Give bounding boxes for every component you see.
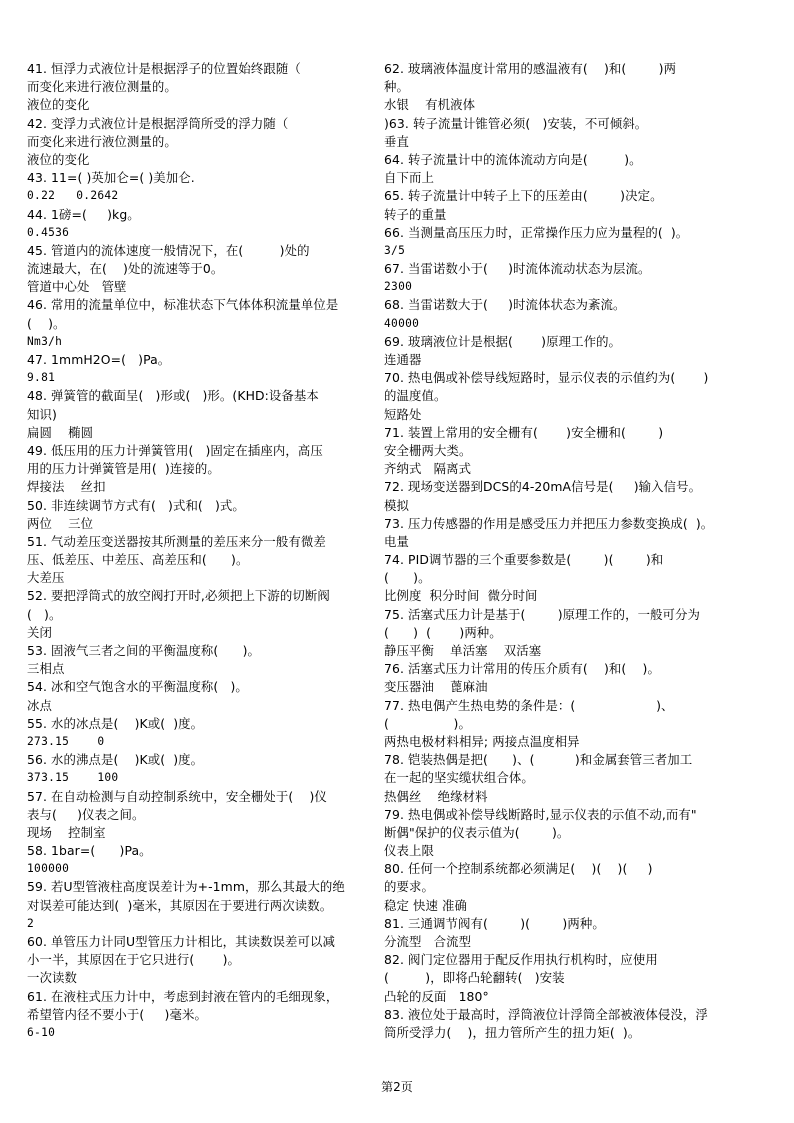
answer-line: 模拟 xyxy=(384,497,409,513)
left-column xyxy=(27,60,385,1042)
question-line: 在一起的坚实缆状组合体。 xyxy=(384,770,534,786)
question-line: 70. 热电偶或补偿导线短路时，显示仪表的示值约为( ) xyxy=(384,370,709,386)
answer-line: 自下而上 xyxy=(384,170,434,186)
answer-line: 液位的变化 xyxy=(27,151,90,167)
question-line: 57. 在自动检测与自动控制系统中，安全栅处于( )仪 xyxy=(27,788,327,804)
question-line: 56. 水的沸点是( )K或( )度。 xyxy=(27,752,204,768)
question-line: 对误差可能达到( )毫米，其原因在于要进行两次读数。 xyxy=(27,897,333,913)
question-line: 62. 玻璃液体温度计常用的感温液有( )和( )两 xyxy=(384,61,677,76)
answer-line: 比例度 积分时间 微分时间 xyxy=(384,588,538,604)
question-line: 而变化来进行液位测量的。 xyxy=(27,79,177,95)
question-line: 43. 11=( )英加仑=( )美加仑. xyxy=(27,170,195,186)
question-line: 74. PID调节器的三个重要参数是( )( )和 xyxy=(384,552,664,568)
question-line: 断偶"保护的仪表示值为( )。 xyxy=(384,824,570,840)
answer-line: 连通器 xyxy=(384,352,422,367)
answer-line: 冰点 xyxy=(27,697,52,713)
question-line: ( )。 xyxy=(384,570,431,586)
answer-line: 转子的重量 xyxy=(384,206,447,222)
question-line: 76. 活塞式压力计常用的传压介质有( )和( )。 xyxy=(384,661,660,677)
question-line: 61. 在液柱式压力计中，考虑到封液在管内的毛细现象， xyxy=(27,988,339,1004)
question-line: 52. 要把浮筒式的放空阀打开时,必须把上下游的切断阀 xyxy=(27,588,330,604)
answer-line: 稳定 快速 准确 xyxy=(384,897,468,913)
answer-line: 373.15 100 xyxy=(27,771,119,785)
answer-line: 100000 xyxy=(27,862,70,876)
question-line: 筒所受浮力( )，扭力管所产生的扭力矩( )。 xyxy=(384,1024,641,1040)
question-line: 46. 常用的流量单位中，标准状态下气体体积流量单位是 xyxy=(27,297,339,313)
answer-line: 2300 xyxy=(384,280,413,294)
answer-line: 短路处 xyxy=(384,406,422,422)
question-line: )63. 转子流量计锥管必须( )安装，不可倾斜。 xyxy=(384,115,648,131)
answer-line: Nm3/h xyxy=(27,334,63,348)
question-line: ( )。 xyxy=(384,715,471,731)
question-line: 59. 若U型管液柱高度误差计为+-1mm，那么其最大的绝 xyxy=(27,879,345,895)
question-line: 67. 当雷诺数小于( )时流体流动状态为层流。 xyxy=(384,261,651,277)
answer-line: 焊接法 丝扣 xyxy=(27,479,106,495)
answer-line: 两热电极材料相异; 两接点温度相异 xyxy=(384,733,580,749)
question-line: 55. 水的冰点是( )K或( )度。 xyxy=(27,715,204,731)
question-line: 73. 压力传感器的作用是感受压力并把压力参数变换成( )。 xyxy=(384,515,714,531)
question-line: 49. 低压用的压力计弹簧管用( )固定在插座内，高压 xyxy=(27,442,323,458)
question-line: 75. 活塞式压力计是基于( )原理工作的，一般可分为 xyxy=(384,606,701,622)
question-line: 45. 管道内的流体速度一般情况下，在( )处的 xyxy=(27,242,310,258)
question-line: 50. 非连续调节方式有( )式和( )式。 xyxy=(27,497,245,513)
answer-line: 一次读数 xyxy=(27,970,77,986)
question-line: 64. 转子流量计中的流体流动方向是( )。 xyxy=(384,151,642,167)
question-line: 而变化来进行液位测量的。 xyxy=(27,133,177,149)
answer-line: 40000 xyxy=(384,316,420,330)
answer-line: 0.22 0.2642 xyxy=(27,189,119,203)
question-line: 48. 弹簧管的截面呈( )形或( )形。(KHD:设备基本 xyxy=(27,388,319,404)
answer-line: 变压器油 蓖麻油 xyxy=(384,679,488,695)
question-line: 54. 冰和空气饱含水的平衡温度称( )。 xyxy=(27,679,248,695)
question-line: 51. 气动差压变送器按其所测量的差压来分一般有微差 xyxy=(27,533,326,549)
question-line: 小一半，其原因在于它只进行( )。 xyxy=(27,952,241,968)
answer-line: 垂直 xyxy=(384,133,409,149)
question-line: 79. 热电偶或补偿导线断路时,显示仪表的示值不动,而有" xyxy=(384,806,697,822)
question-line: 83. 液位处于最高时，浮筒液位计浮筒全部被液体侵没，浮 xyxy=(384,1006,708,1022)
question-line: 81. 三通调节阀有( )( )两种。 xyxy=(384,915,605,931)
question-line: 78. 铠装热偶是把( )、( )和金属套管三者加工 xyxy=(384,752,693,768)
question-line: 65. 转子流量计中转子上下的压差由( )决定。 xyxy=(384,188,663,204)
question-line: 82. 阀门定位器用于配反作用执行机构时，应使用 xyxy=(384,952,658,968)
answer-line: 6-10 xyxy=(27,1025,56,1039)
question-line: 80. 任何一个控制系统都必须满足( )( )( ) xyxy=(384,861,653,877)
answer-line: 液位的变化 xyxy=(27,97,90,113)
answer-line: 扁圆 椭圆 xyxy=(27,424,94,440)
question-line: 47. 1mmH2O=( )Pa。 xyxy=(27,352,171,367)
answer-line: 电量 xyxy=(384,533,409,549)
question-line: 77. 热电偶产生热电势的条件是：( )、 xyxy=(384,697,674,713)
question-line: 69. 玻璃液位计是根据( )原理工作的。 xyxy=(384,333,622,349)
question-line: 41. 恒浮力式液位计是根据浮子的位置始终跟随（ xyxy=(27,61,301,76)
answer-line: 静压平衡 单活塞 双活塞 xyxy=(384,643,542,658)
question-line: 53. 固液气三者之间的平衡温度称( )。 xyxy=(27,643,261,658)
question-line: 42. 变浮力式液位计是根据浮筒所受的浮力随（ xyxy=(27,115,289,131)
question-line: 71. 装置上常用的安全栅有( )安全栅和( ) xyxy=(384,424,664,440)
question-line: ( ) ( )两种。 xyxy=(384,624,502,640)
answer-line: 现场 控制室 xyxy=(27,824,106,840)
answer-line: 关闭 xyxy=(27,624,52,640)
question-line: ( )。 xyxy=(27,315,66,331)
question-line: 68. 当雷诺数大于( )时流体状态为紊流。 xyxy=(384,297,626,313)
question-line: 的温度值。 xyxy=(384,388,447,404)
answer-line: 热偶丝 绝缘材料 xyxy=(384,788,488,804)
answer-line: 三相点 xyxy=(27,661,65,677)
question-line: 用的压力计弹簧管是用( )连接的。 xyxy=(27,461,220,477)
question-line: 希望管内径不要小于( )毫米。 xyxy=(27,1006,207,1022)
question-line: 的要求。 xyxy=(384,879,434,895)
page-number: 第2页 xyxy=(381,1080,413,1094)
question-line: 58. 1bar=( )Pa。 xyxy=(27,843,152,859)
question-line: ( )，即将凸轮翻转( )安装 xyxy=(384,970,565,986)
question-line: ( )。 xyxy=(27,606,62,622)
answer-line: 齐纳式 隔离式 xyxy=(384,461,472,477)
question-line: 压、低差压、中差压、高差压和( )。 xyxy=(27,552,249,568)
question-line: 安全栅两大类。 xyxy=(384,442,472,458)
right-column xyxy=(384,60,768,1042)
answer-line: 大差压 xyxy=(27,570,65,586)
answer-line: 仪表上限 xyxy=(384,843,434,859)
answer-line: 9.81 xyxy=(27,371,56,385)
answer-line: 水银 有机液体 xyxy=(384,97,476,113)
answer-line: 凸轮的反面 180° xyxy=(384,988,489,1004)
answer-line: 2 xyxy=(27,916,35,930)
question-line: 44. 1磅=( )kg。 xyxy=(27,206,140,222)
answer-line: 3/5 xyxy=(384,243,406,257)
answer-line: 分流型 合流型 xyxy=(384,934,472,949)
question-line: 种。 xyxy=(384,79,409,95)
question-line: 知识) xyxy=(27,406,57,422)
answer-line: 管道中心处 管壁 xyxy=(27,279,127,295)
question-line: 60. 单管压力计同U型管压力计相比，其读数误差可以减 xyxy=(27,934,336,949)
question-line: 72. 现场变送器到DCS的4-20mA信号是( )输入信号。 xyxy=(384,479,702,495)
question-line: 流速最大，在( )处的流速等于0。 xyxy=(27,261,224,277)
answer-line: 两位 三位 xyxy=(27,515,94,531)
answer-line: 0.4536 xyxy=(27,225,70,239)
answer-line: 273.15 0 xyxy=(27,734,105,748)
question-line: 66. 当测量高压压力时，正常操作压力应为量程的( )。 xyxy=(384,224,689,240)
question-line: 表与( )仪表之间。 xyxy=(27,806,145,822)
